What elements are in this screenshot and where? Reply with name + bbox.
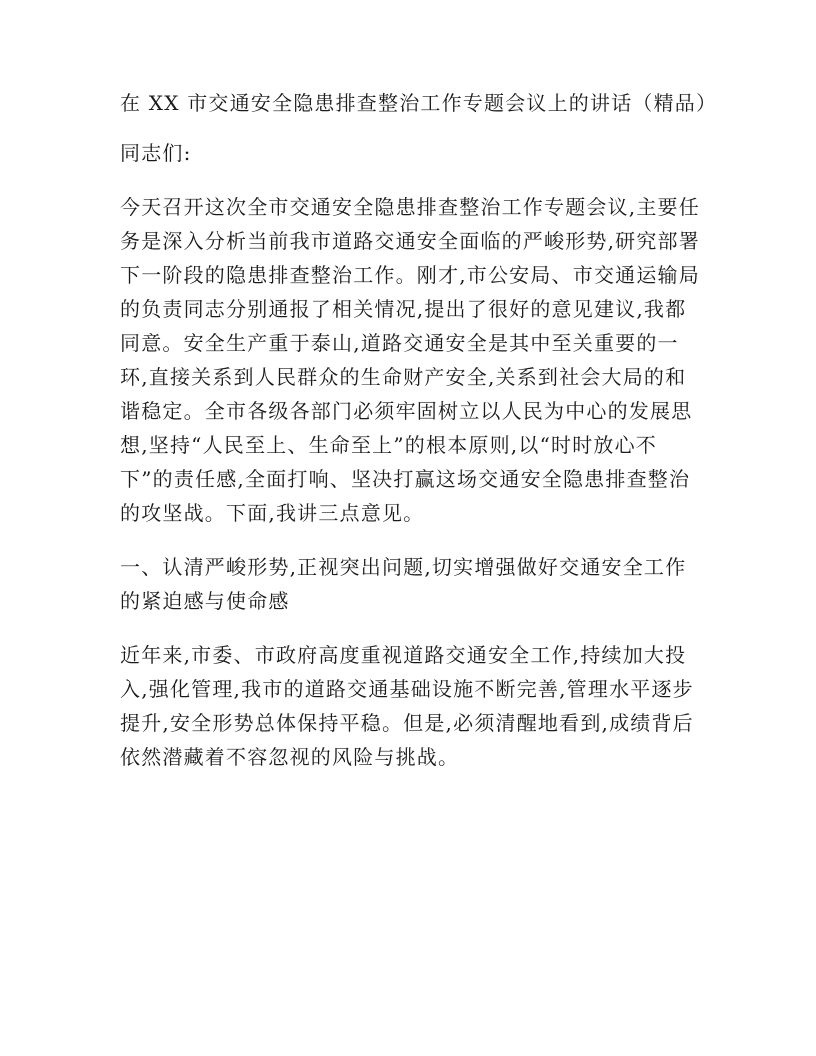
section-heading-1: 一、认清严峻形势,正视突出问题,切实增强做好交通安全工作的紧迫感与使命感 bbox=[120, 555, 687, 613]
document-page bbox=[120, 86, 718, 794]
salutation: 同志们: bbox=[120, 141, 192, 165]
document-title: 在 XX 市交通安全隐患排查整治工作专题会议上的讲话（精品） bbox=[120, 91, 718, 115]
section-1-paragraph: 近年来,市委、市政府高度重视道路交通安全工作,持续加大投入,强化管理,我市的道路交通基础设施不断完善,管理水平逐步提升,安全形势总体保持平稳。但是,必须清醒地看到,成绩背后依然潜藏着不容忽视的风险与挑战。 bbox=[120, 643, 694, 769]
intro-paragraph: 今天召开这次全市交通安全隐患排查整治工作专题会议,主要任务是深入分析当前我市道路交通安全面临的严峻形势,研究部署下一阶段的隐患排查整治工作。刚才,市公安局、市交通运输局的负责同志分别通报了相关情况,提出了很好的意见建议,我都同意。安全生产重于泰山,道路交通安全是其中至关重要的一环,直接关系到人民群众的生命财产安全,关系到社会大局的和谐稳定。全市各级各部门必须牢固树立以人民为中心的发展思想,坚持“人民至上、生命至上”的根本原则,以“时时放心不下”的责任感,全面打响、坚决打赢这场交通安全隐患排查整治的攻坚战。下面,我讲三点意见。 bbox=[120, 195, 700, 525]
